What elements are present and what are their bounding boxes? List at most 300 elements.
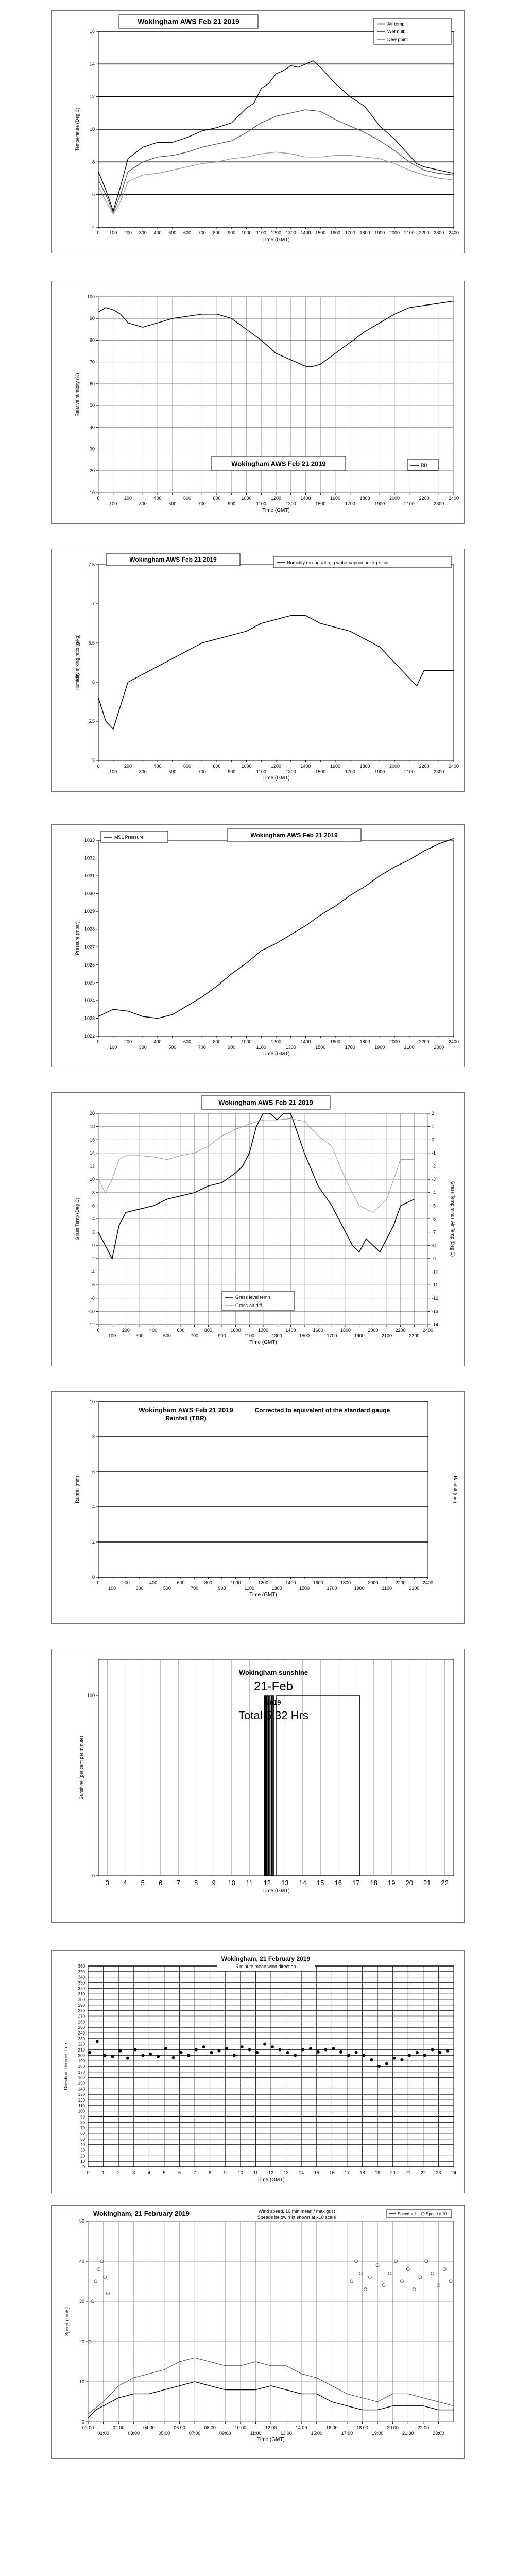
y2-tick-label: 1 <box>432 1124 435 1129</box>
chart-wind-direction-svg <box>52 1951 464 2193</box>
chart-temperature-svg <box>52 11 464 253</box>
chart-pressure-svg <box>52 825 464 1067</box>
x-tick-label-secondary: 1300 <box>285 769 296 774</box>
y-tick-label: 1033 <box>84 838 95 843</box>
x-tick-label: 1200 <box>270 764 282 769</box>
data-point <box>431 2048 434 2052</box>
x-tick-label: 1500 <box>315 230 326 235</box>
x-tick-label-secondary: 300 <box>139 769 147 774</box>
x-tick-label: 21 <box>423 1879 431 1887</box>
x-tick-label: 1100 <box>256 230 266 235</box>
x-tick-label: 600 <box>183 230 192 235</box>
x-tick-label-secondary: 300 <box>139 501 147 506</box>
chart-grass-temp <box>52 1092 465 1366</box>
x-tick-label-secondary: 1100 <box>256 769 266 774</box>
x-tick-label: 5 <box>163 2170 166 2175</box>
x-tick-label: 3 <box>105 1879 109 1887</box>
y-tick-label: 7 <box>92 601 95 606</box>
data-point <box>408 2054 411 2057</box>
y-tick-label: 270 <box>78 2014 85 2019</box>
chart-subtitle: Rainfall (TBR) <box>165 1415 207 1422</box>
chart-title: Wokingham AWS Feb 21 2019 <box>138 17 239 26</box>
x-tick-label-secondary: 1700 <box>345 1045 355 1050</box>
x-tick-label: 700 <box>198 230 206 235</box>
x-tick-label: 2400 <box>422 1328 434 1333</box>
x-tick-label-secondary: 13:00 <box>280 2431 292 2436</box>
data-point <box>301 2048 304 2052</box>
y-axis-label: Grass Temp (Deg C) <box>75 1197 80 1241</box>
y-tick-label: -2 <box>90 1256 95 1261</box>
y-tick-label: 210 <box>78 2047 85 2053</box>
chart-title: Wokingham AWS Feb 21 2019 <box>218 1098 313 1107</box>
y-tick-label: 50 <box>80 2137 85 2142</box>
data-point <box>248 2048 251 2052</box>
y-tick-label: 60 <box>89 381 95 386</box>
x-tick-label: 200 <box>124 764 132 769</box>
legend-label: Air temp <box>387 21 405 27</box>
x-tick-label-secondary: 1900 <box>354 1333 365 1338</box>
x-tick-label: 10:00 <box>234 2425 247 2430</box>
y-tick-label: 6 <box>92 1203 95 1209</box>
y-tick-label: 240 <box>78 2031 85 2036</box>
x-tick-label: 18 <box>370 1879 377 1887</box>
legend-label: Speed x 1 <box>398 2212 417 2216</box>
x-tick-label: 1000 <box>241 230 252 235</box>
y2-tick-label: -6 <box>432 1216 436 1222</box>
x-tick-label: 18 <box>359 2170 365 2175</box>
y-tick-label: 30 <box>89 446 95 452</box>
y2-tick-label: 2 <box>432 1111 435 1116</box>
data-point <box>187 2054 190 2057</box>
x-tick-label-secondary: 23:00 <box>433 2431 444 2436</box>
y-axis-label: Relative humidity (%) <box>75 372 80 417</box>
x-tick-label: 20:00 <box>387 2425 399 2430</box>
x-tick-label-secondary: 1300 <box>285 1045 296 1050</box>
y-tick-label: 140 <box>78 2087 85 2092</box>
x-tick-label: 24 <box>451 2170 457 2175</box>
x-tick-label: 500 <box>168 230 177 235</box>
chart-wind-speed <box>52 2205 465 2459</box>
y-tick-label: 0 <box>92 1574 95 1580</box>
y-tick-label: 150 <box>78 2081 85 2086</box>
x-tick-label-secondary: 09:00 <box>219 2431 231 2436</box>
y-tick-label: 290 <box>78 2003 85 2008</box>
legend-label: Grass-air diff <box>235 1303 262 1308</box>
legend-label: Dew point <box>387 37 408 42</box>
y-tick-label: 180 <box>78 2064 85 2069</box>
x-tick-label: 2200 <box>419 1039 430 1044</box>
y2-tick-label: -9 <box>432 1256 436 1261</box>
x-tick-label: 1000 <box>241 496 252 501</box>
y-tick-label: 7.5 <box>88 562 95 567</box>
x-tick-label: 2200 <box>419 764 430 769</box>
x-tick-label: 1900 <box>374 230 385 235</box>
x-tick-label-secondary: 1100 <box>244 1333 255 1338</box>
x-tick-label: 2200 <box>419 230 430 235</box>
x-tick-label-secondary: 2300 <box>409 1333 420 1338</box>
y-tick-label: 20 <box>79 2339 84 2344</box>
x-tick-label: 1200 <box>270 230 282 235</box>
x-tick-label: 4 <box>147 2170 150 2175</box>
x-tick-label: 17 <box>352 1879 360 1887</box>
x-tick-label-secondary: 2300 <box>434 501 444 506</box>
y-tick-label: 260 <box>78 2020 85 2025</box>
y-tick-label: 340 <box>78 1975 85 1980</box>
legend-label: Humidity mixing ratio, g water vapour per kg of air <box>287 560 389 565</box>
x-tick-label: 200 <box>122 1580 130 1585</box>
x-tick-label: 1600 <box>330 764 341 769</box>
x-axis-label: Time (GMT) <box>262 237 290 243</box>
y-tick-label: 320 <box>78 1986 85 1991</box>
chart-mixing-ratio-svg <box>52 549 464 791</box>
data-point <box>164 2047 167 2050</box>
x-tick-label-secondary: 1700 <box>327 1586 337 1591</box>
x-tick-label-secondary: 1300 <box>285 501 296 506</box>
y-tick-label: 10 <box>89 1177 95 1182</box>
y-tick-label: 2 <box>92 1229 95 1235</box>
y-tick-label: 14 <box>89 61 95 67</box>
x-tick-label-secondary: 1900 <box>374 769 385 774</box>
y-tick-label: 1022 <box>84 1033 95 1039</box>
x-tick-label-secondary: 2100 <box>404 1045 415 1050</box>
legend-label: Grass level temp <box>235 1295 270 1300</box>
x-tick-label: 02:00 <box>112 2425 125 2430</box>
x-tick-label: 2000 <box>389 230 400 235</box>
y-axis-label: Pressure (mbar) <box>75 921 80 955</box>
y-tick-label: 70 <box>80 2126 85 2131</box>
chart-title: Wokingham AWS Feb 21 2019 <box>250 832 338 839</box>
x-tick-label: 100 <box>109 230 117 235</box>
x-tick-label: 15 <box>317 1879 324 1887</box>
y-tick-label: 30 <box>80 2148 85 2153</box>
y-tick-label: 4 <box>92 225 95 230</box>
y-tick-label: -6 <box>90 1282 95 1288</box>
x-tick-label-secondary: 500 <box>163 1333 171 1338</box>
y2-tick-label: -12 <box>432 1295 439 1301</box>
legend <box>374 18 451 44</box>
x-tick-label-secondary: 2300 <box>409 1586 420 1591</box>
data-point <box>294 2054 297 2057</box>
y-axis-label: Sunshine (per cent per minute) <box>79 1736 84 1800</box>
x-tick-label: 4 <box>123 1879 127 1887</box>
y-tick-label: 18 <box>89 1124 95 1129</box>
x-tick-label: 1600 <box>313 1328 323 1333</box>
chart-wind-direction <box>52 1950 465 2193</box>
x-tick-label-secondary: 01:00 <box>97 2431 109 2436</box>
y2-tick-label: -5 <box>432 1203 436 1209</box>
y-tick-label: 6 <box>92 680 95 685</box>
y-tick-label: 0 <box>81 2419 84 2425</box>
plot-area <box>98 840 454 1036</box>
y-tick-label: 40 <box>89 425 95 430</box>
chart-annotation: Corrected to equivalent of the standard gauge <box>254 1406 390 1414</box>
x-tick-label-secondary: 1900 <box>354 1586 365 1591</box>
chart-mixing-ratio <box>52 549 465 792</box>
data-point <box>377 2065 381 2068</box>
x-tick-label: 200 <box>124 230 132 235</box>
data-point <box>271 2045 274 2048</box>
x-tick-label-secondary: 1100 <box>244 1586 255 1591</box>
y-tick-label: 110 <box>78 2103 85 2108</box>
x-tick-label: 11 <box>253 2170 259 2175</box>
y-tick-label: 8 <box>92 1190 95 1195</box>
x-tick-label: 20 <box>405 1879 413 1887</box>
x-tick-label-secondary: 19:00 <box>371 2431 384 2436</box>
x-tick-label: 1 <box>102 2170 105 2175</box>
y-axis-label: Humidity mixing ratio (g/kg) <box>75 634 80 691</box>
x-tick-label: 1800 <box>359 1039 370 1044</box>
y-tick-label: 5.5 <box>88 719 95 724</box>
chart-subtitle: 5 minute mean wind direction <box>235 1964 296 1969</box>
y-tick-label: 4 <box>92 1216 95 1222</box>
y-tick-label: 130 <box>78 2092 85 2097</box>
x-axis-label: Time (GMT) <box>257 2177 285 2183</box>
y-tick-label: 0 <box>92 1243 95 1248</box>
x-tick-label: 2 <box>117 2170 120 2175</box>
y2-tick-label: -8 <box>432 1243 436 1248</box>
x-tick-label: 200 <box>124 496 132 501</box>
y-tick-label: 1031 <box>84 873 95 879</box>
y-tick-label: -10 <box>88 1309 95 1314</box>
x-tick-label-secondary: 1900 <box>374 1045 385 1050</box>
y-tick-label: 60 <box>80 2131 85 2136</box>
y-tick-label: 20 <box>89 1111 95 1116</box>
x-tick-label: 0 <box>97 1580 100 1585</box>
data-point <box>179 2051 182 2054</box>
y-tick-label: 350 <box>78 1969 85 1974</box>
x-axis-label: Time (GMT) <box>262 1051 290 1057</box>
y2-tick-label: -4 <box>432 1190 436 1195</box>
data-point <box>149 2053 152 2056</box>
x-tick-label: 0 <box>97 764 100 769</box>
x-tick-label: 1400 <box>300 764 311 769</box>
chart-rainfall <box>52 1391 465 1624</box>
data-point <box>263 2043 266 2046</box>
x-tick-label: 14 <box>299 2170 304 2175</box>
y-tick-label: 200 <box>78 2053 85 2058</box>
x-tick-label-secondary: 500 <box>163 1586 171 1591</box>
chart-year: 2019 <box>266 1699 281 1706</box>
x-tick-label-secondary: 1700 <box>345 769 355 774</box>
y-tick-label: 16 <box>89 1137 95 1143</box>
chart-date: 21-Feb <box>253 1680 294 1693</box>
x-tick-label: 2400 <box>448 496 459 501</box>
x-tick-label-secondary: 900 <box>218 1586 226 1591</box>
x-tick-label: 22 <box>441 1879 449 1887</box>
x-tick-label: 06:00 <box>174 2425 185 2430</box>
y-tick-label: 30 <box>79 2299 84 2304</box>
x-tick-label: 1600 <box>330 230 341 235</box>
data-point <box>324 2048 328 2052</box>
x-tick-label-secondary: 500 <box>168 769 177 774</box>
data-point <box>446 2049 449 2053</box>
x-tick-label: 9 <box>212 1879 216 1887</box>
x-tick-label-secondary: 17:00 <box>341 2431 353 2436</box>
x-tick-label: 1800 <box>340 1580 351 1585</box>
x-tick-label: 12:00 <box>265 2425 277 2430</box>
x-tick-label: 2000 <box>389 1039 400 1044</box>
x-tick-label: 11 <box>246 1879 253 1887</box>
x-tick-label: 1800 <box>359 230 370 235</box>
x-tick-label-secondary: 700 <box>198 1045 206 1050</box>
chart-subtitle-2: Speeds below 4 kt shown at x10 scale <box>257 2215 336 2220</box>
x-tick-label-secondary: 300 <box>135 1333 144 1338</box>
x-tick-label: 18:00 <box>356 2425 368 2430</box>
data-point <box>347 2054 350 2057</box>
x-tick-label: 2000 <box>368 1580 379 1585</box>
y2-tick-label: -10 <box>432 1269 439 1275</box>
y-tick-label: 1024 <box>84 997 95 1003</box>
data-point <box>255 2051 259 2054</box>
x-tick-label-secondary: 100 <box>109 769 117 774</box>
x-tick-label-secondary: 1500 <box>315 1045 326 1050</box>
x-tick-label: 1000 <box>241 1039 252 1044</box>
x-tick-label: 1000 <box>230 1580 241 1585</box>
y-tick-label: 100 <box>78 2109 85 2114</box>
x-tick-label: 2100 <box>404 230 415 235</box>
x-axis-label: Time (GMT) <box>262 1888 290 1894</box>
x-tick-label-secondary: 300 <box>135 1586 144 1591</box>
x-tick-label: 7 <box>193 2170 196 2175</box>
y-tick-label: 6 <box>92 192 95 197</box>
x-tick-label: 600 <box>177 1328 185 1333</box>
x-tick-label: 400 <box>153 764 162 769</box>
y2-tick-label: -3 <box>432 1177 436 1182</box>
y-tick-label: 360 <box>78 1964 85 1969</box>
y-tick-label: 1026 <box>84 962 95 968</box>
x-tick-label: 2200 <box>419 496 430 501</box>
y-tick-label: 1023 <box>84 1015 95 1021</box>
x-tick-label-secondary: 500 <box>168 501 177 506</box>
x-tick-label: 2400 <box>448 764 459 769</box>
x-tick-label: 0 <box>97 496 100 501</box>
x-axis-label: Time (GMT) <box>262 507 290 513</box>
x-tick-label-secondary: 1500 <box>315 769 326 774</box>
y-tick-label: 250 <box>78 2025 85 2030</box>
data-point <box>438 2051 441 2054</box>
x-tick-label-secondary: 500 <box>168 1045 177 1050</box>
y-tick-label: 300 <box>78 1997 85 2002</box>
x-tick-label: 04:00 <box>143 2425 155 2430</box>
x-tick-label: 200 <box>122 1328 130 1333</box>
data-point <box>309 2047 312 2050</box>
chart-title: Wokingham AWS Feb 21 2019 <box>139 1406 233 1414</box>
x-tick-label: 800 <box>204 1328 212 1333</box>
x-tick-label-secondary: 1500 <box>299 1333 310 1338</box>
data-point <box>111 2055 114 2058</box>
x-tick-label: 800 <box>213 1039 221 1044</box>
x-tick-label: 600 <box>183 496 192 501</box>
x-tick-label: 2400 <box>448 1039 459 1044</box>
chart-grass-temp-svg <box>52 1093 464 1366</box>
x-tick-label: 300 <box>139 230 147 235</box>
x-tick-label: 800 <box>213 230 221 235</box>
x-tick-label-secondary: 2100 <box>404 769 415 774</box>
x-tick-label: 0 <box>97 1328 100 1333</box>
y-tick-label: 160 <box>78 2075 85 2080</box>
data-point <box>279 2048 282 2052</box>
y-tick-label: 80 <box>80 2120 85 2125</box>
x-tick-label: 600 <box>183 1039 192 1044</box>
x-tick-label: 1700 <box>345 230 355 235</box>
x-tick-label: 22:00 <box>417 2425 430 2430</box>
x-tick-label-secondary: 21:00 <box>402 2431 414 2436</box>
x-tick-label: 17 <box>344 2170 350 2175</box>
y-tick-label: 190 <box>78 2059 85 2064</box>
chart-rainfall-svg <box>52 1392 464 1623</box>
x-tick-label-secondary: 1300 <box>271 1586 282 1591</box>
x-tick-label: 1800 <box>359 764 370 769</box>
data-point <box>210 2051 213 2054</box>
y-tick-label: 170 <box>78 2070 85 2075</box>
x-tick-label: 1300 <box>285 230 296 235</box>
y-tick-label: 280 <box>78 2008 85 2013</box>
x-axis-label: Time (GMT) <box>257 2437 285 2443</box>
x-tick-label: 08:00 <box>204 2425 216 2430</box>
x-tick-label: 1400 <box>285 1328 296 1333</box>
y-tick-label: -8 <box>90 1295 95 1301</box>
data-point <box>339 2050 342 2054</box>
x-tick-label-secondary: 700 <box>198 501 206 506</box>
x-tick-label: 0 <box>97 230 100 235</box>
x-tick-label-secondary: 1700 <box>345 501 355 506</box>
x-tick-label: 400 <box>149 1328 158 1333</box>
data-point <box>126 2057 129 2060</box>
y-tick-label: 8 <box>92 1434 95 1439</box>
chart-temperature <box>52 10 465 253</box>
chart-title: Wokingham, 21 February 2019 <box>93 2210 190 2217</box>
chart-wind-speed-svg <box>52 2206 464 2458</box>
data-point <box>157 2055 160 2058</box>
y-tick-label: 10 <box>79 2379 84 2384</box>
x-tick-label-secondary: 2300 <box>434 1045 444 1050</box>
x-tick-label: 16 <box>334 1879 342 1887</box>
x-tick-label: 16 <box>329 2170 335 2175</box>
x-tick-label: 14 <box>299 1879 306 1887</box>
y-tick-label: 50 <box>79 2218 84 2224</box>
x-tick-label-secondary: 900 <box>228 1045 236 1050</box>
y-tick-label: 80 <box>89 337 95 343</box>
x-tick-label: 1200 <box>258 1580 269 1585</box>
x-tick-label: 2300 <box>434 230 444 235</box>
x-tick-label: 400 <box>153 1039 162 1044</box>
x-tick-label: 2000 <box>389 496 400 501</box>
y-tick-label: 12 <box>89 94 95 99</box>
y-tick-label: 20 <box>89 468 95 473</box>
y-tick-label: 10 <box>80 2159 85 2164</box>
y-tick-label: 230 <box>78 2036 85 2041</box>
chart-sunshine <box>52 1649 465 1923</box>
x-tick-label: 1800 <box>359 496 370 501</box>
x-tick-label: 1000 <box>241 764 252 769</box>
x-tick-label-secondary: 1500 <box>299 1586 310 1591</box>
data-point <box>202 2045 205 2048</box>
x-tick-label-secondary: 100 <box>108 1333 116 1338</box>
y2-tick-label: -13 <box>432 1309 439 1314</box>
y-tick-label: 8 <box>92 159 95 165</box>
x-tick-label: 8 <box>209 2170 212 2175</box>
y-tick-label: 4 <box>92 1504 95 1510</box>
x-tick-label: 23 <box>436 2170 441 2175</box>
y-tick-label: 14 <box>89 1150 95 1156</box>
legend-label: MSL Pressure <box>114 835 144 840</box>
x-tick-label: 400 <box>153 496 162 501</box>
x-tick-label-secondary: 2100 <box>404 501 415 506</box>
x-tick-label: 1200 <box>258 1328 269 1333</box>
x-tick-label-secondary: 900 <box>228 769 236 774</box>
data-point <box>362 2054 365 2057</box>
x-tick-label: 13 <box>283 2170 289 2175</box>
